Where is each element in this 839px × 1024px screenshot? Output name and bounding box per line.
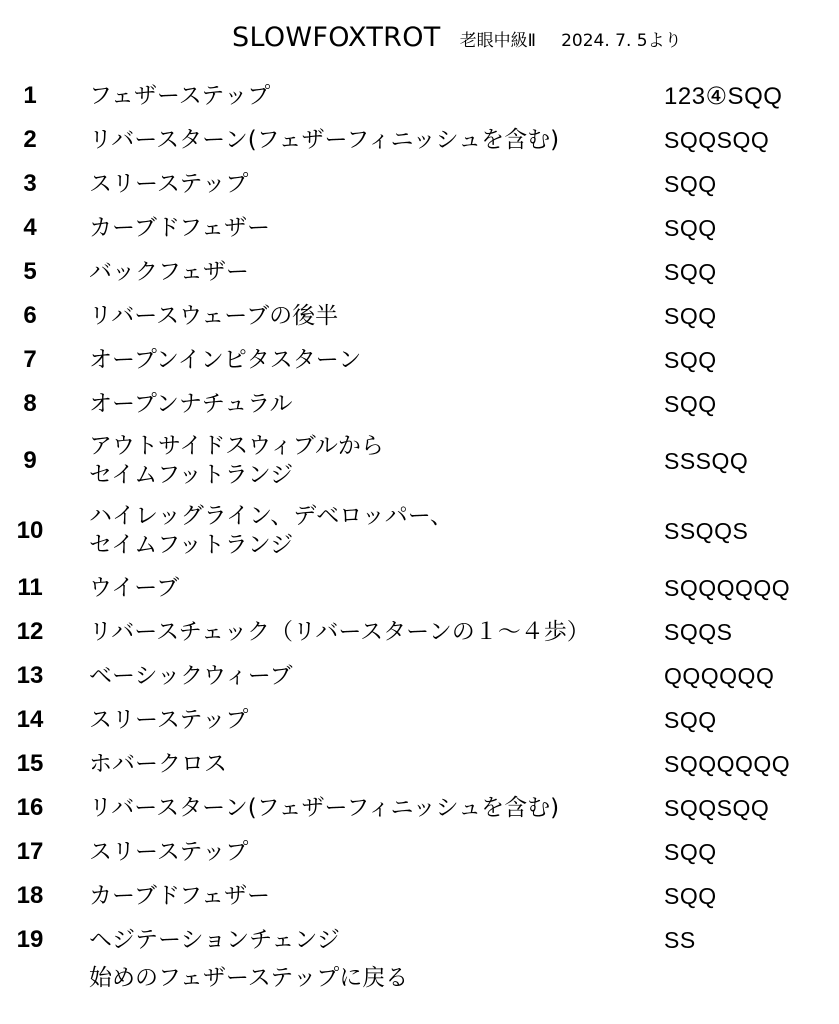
footer-note: 始めのフェザーステップに戻る	[89, 965, 409, 991]
figure-name-line: カーブドフェザー	[89, 882, 271, 909]
figure-rhythm: SQQ	[664, 882, 717, 909]
figure-number: 4	[23, 214, 37, 241]
figure-number: 19	[16, 926, 44, 953]
figure-number: 2	[23, 126, 37, 153]
page-title	[232, 20, 682, 59]
figure-name	[89, 918, 649, 962]
class-label: 老眼中級Ⅱ	[459, 31, 537, 51]
figure-number: 5	[23, 258, 37, 285]
figure-name	[89, 74, 649, 118]
figure-rhythm: 123④SQQ	[664, 82, 783, 110]
figure-rhythm: SQQ	[664, 390, 717, 417]
figure-row	[0, 654, 839, 698]
figure-name	[89, 294, 649, 338]
figure-rhythm: SQQ	[664, 302, 717, 329]
figure-number: 7	[23, 346, 37, 373]
figure-row	[0, 830, 839, 874]
figure-rhythm: SQQSQQ	[664, 794, 770, 821]
figure-row	[0, 918, 839, 962]
dance-title: SLOWFOXTROT	[232, 22, 441, 53]
figure-number: 14	[16, 706, 44, 733]
figure-name-line: オープンナチュラル	[89, 390, 293, 417]
figure-rhythm: SQQSQQ	[664, 126, 770, 153]
figure-name-line: ヘジテーションチェンジ	[89, 926, 340, 953]
figure-name	[89, 698, 649, 742]
figure-name-line: セイムフットランジ	[89, 532, 294, 558]
figure-name	[89, 654, 649, 698]
figure-row	[0, 250, 839, 294]
figure-name-line: リバースターン(フェザーフィニッシュを含む)	[89, 126, 560, 153]
figure-list	[0, 74, 839, 962]
figure-name-line: オープンインピタスターン	[89, 346, 362, 373]
figure-name-line: スリーステップ	[89, 838, 249, 865]
figure-name	[89, 250, 649, 294]
figure-name-line: セイムフットランジ	[89, 462, 294, 488]
figure-number: 17	[16, 838, 44, 865]
figure-row	[0, 698, 839, 742]
figure-rhythm: SQQ	[664, 214, 717, 241]
figure-name-line: ホバークロス	[89, 750, 227, 777]
figure-rhythm: QQQQQQ	[664, 662, 775, 689]
figure-rhythm: SQQ	[664, 170, 717, 197]
figure-rhythm: SQQ	[664, 838, 717, 865]
figure-row	[0, 496, 839, 566]
figure-row	[0, 206, 839, 250]
figure-number: 18	[16, 882, 44, 909]
figure-row	[0, 742, 839, 786]
figure-name-line: ハイレッグライン、デベロッパー、	[89, 503, 453, 529]
figure-rhythm: SQQS	[664, 618, 733, 645]
figure-rhythm: SSQQS	[664, 517, 749, 544]
figure-row	[0, 162, 839, 206]
figure-name	[89, 118, 649, 162]
figure-number: 15	[16, 750, 44, 777]
figure-number: 16	[16, 794, 44, 821]
figure-name	[89, 874, 649, 918]
figure-name-line: バックフェザー	[89, 258, 249, 285]
figure-name-line: ウイーブ	[89, 574, 180, 601]
figure-row	[0, 382, 839, 426]
figure-name	[89, 830, 649, 874]
figure-name	[89, 426, 649, 496]
figure-rhythm: SSSQQ	[664, 447, 749, 474]
figure-row	[0, 118, 839, 162]
figure-row	[0, 338, 839, 382]
figure-name	[89, 566, 649, 610]
date-label: 2024. 7. 5より	[561, 31, 682, 51]
figure-row	[0, 566, 839, 610]
figure-name	[89, 610, 649, 654]
figure-rhythm: SQQ	[664, 706, 717, 733]
figure-rhythm: SQQ	[664, 258, 717, 285]
figure-rhythm: SQQQQQQ	[664, 574, 791, 601]
figure-name-line: リバースウェーブの後半	[89, 302, 339, 329]
figure-name-line: スリーステップ	[89, 706, 249, 733]
figure-number: 9	[23, 447, 37, 474]
figure-name	[89, 786, 649, 830]
figure-row	[0, 74, 839, 118]
figure-name-line: スリーステップ	[89, 170, 249, 197]
figure-name-line: アウトサイドスウィブルから	[89, 433, 384, 459]
figure-name-line: リバースターン(フェザーフィニッシュを含む)	[89, 794, 560, 821]
figure-number: 3	[23, 170, 37, 197]
figure-number: 10	[16, 517, 44, 544]
figure-row	[0, 294, 839, 338]
figure-name	[89, 382, 649, 426]
figure-number: 11	[17, 574, 43, 601]
figure-name	[89, 338, 649, 382]
figure-name	[89, 206, 649, 250]
figure-name-line: ベーシックウィーブ	[89, 662, 293, 689]
figure-name-line: リバースチェック（リバースターンの１～４歩）	[89, 618, 590, 645]
figure-name	[89, 162, 649, 206]
figure-rhythm: SS	[664, 926, 696, 953]
figure-row	[0, 610, 839, 654]
figure-row	[0, 874, 839, 918]
figure-number: 8	[23, 390, 37, 417]
figure-name-line: カーブドフェザー	[89, 214, 271, 241]
figure-number: 6	[23, 302, 37, 329]
figure-rhythm: SQQQQQQ	[664, 750, 791, 777]
figure-number: 13	[16, 662, 44, 689]
figure-row	[0, 426, 839, 496]
figure-name	[89, 496, 649, 566]
figure-name	[89, 742, 649, 786]
figure-number: 12	[16, 618, 44, 645]
figure-row	[0, 786, 839, 830]
figure-rhythm: SQQ	[664, 346, 717, 373]
figure-name-line: フェザーステップ	[89, 82, 271, 109]
figure-number: 1	[23, 82, 37, 109]
